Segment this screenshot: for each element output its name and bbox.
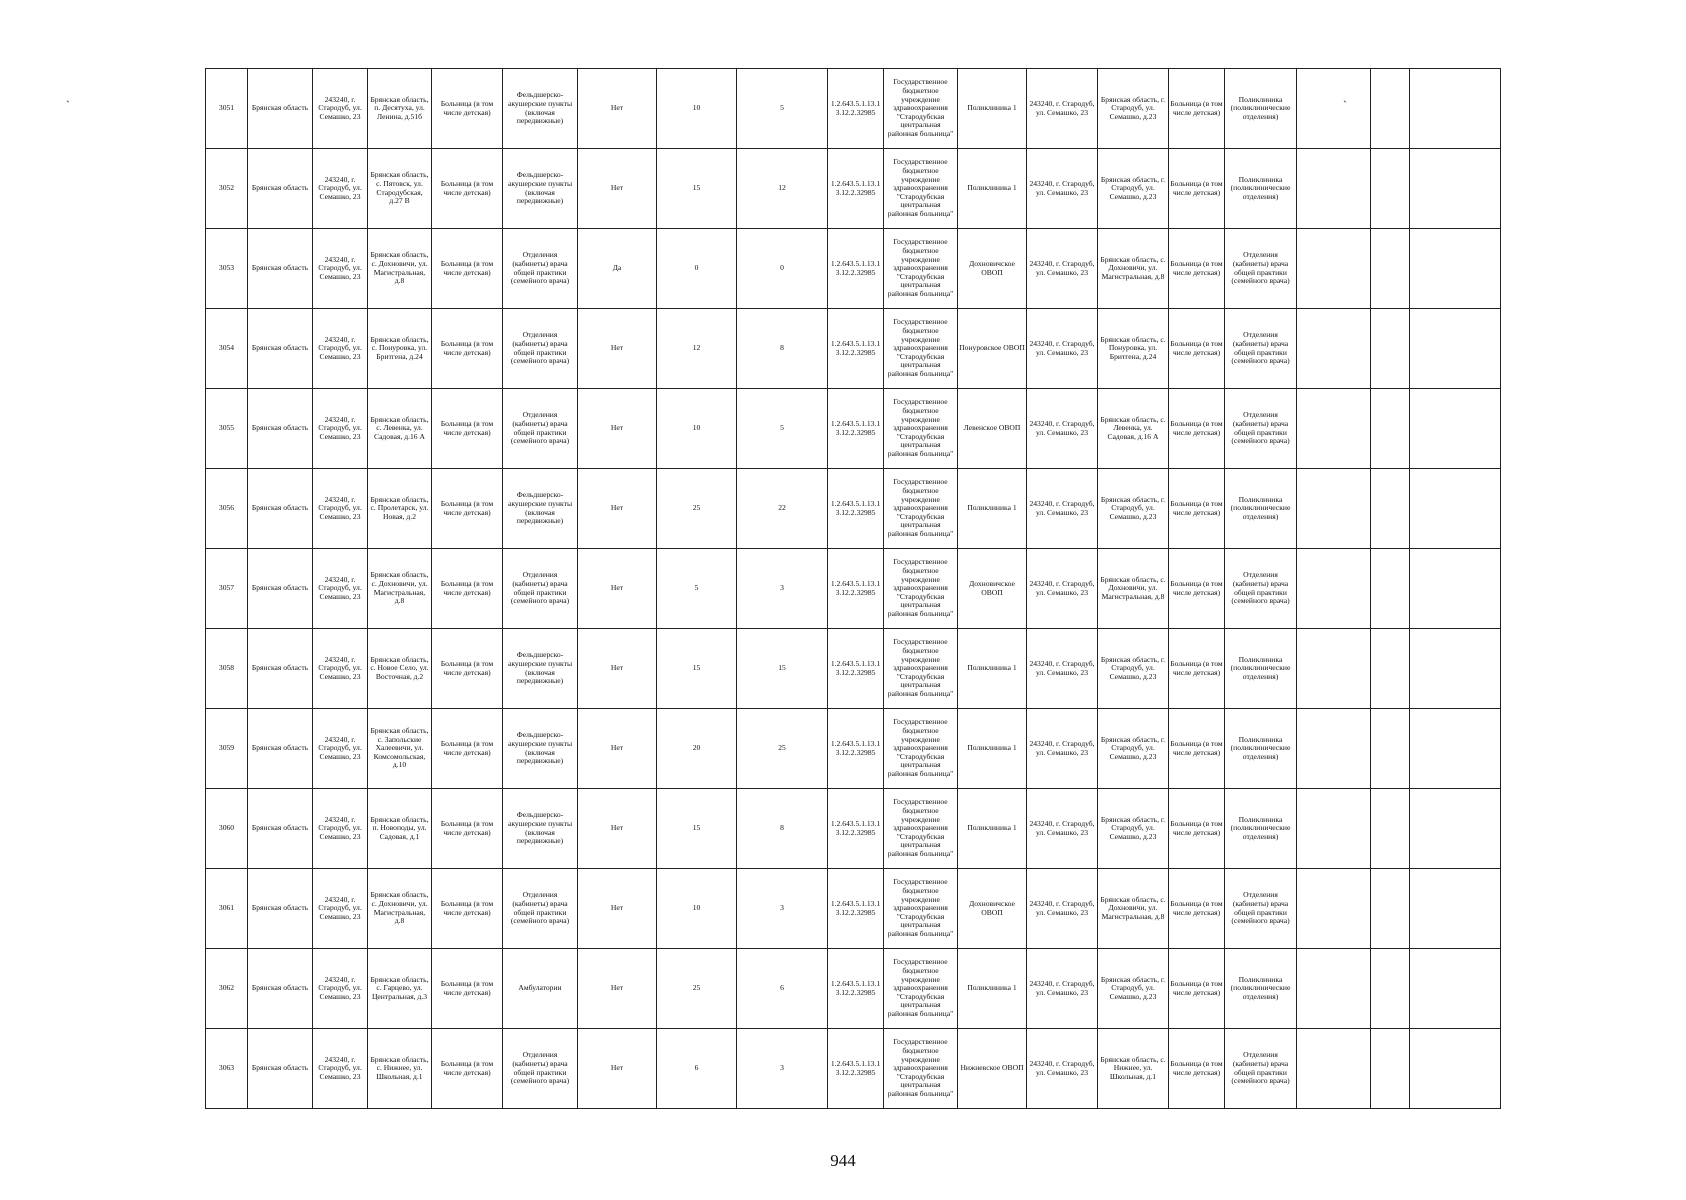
division-cell: Поликлиника 1 xyxy=(958,469,1027,549)
org-address-cell: 243240, г. Стародуб, ул. Семашко, 23 xyxy=(313,389,368,469)
division-cell: Поликлиника 1 xyxy=(958,949,1027,1029)
parent-type-cell: Больница (в том числе детская) xyxy=(1169,469,1225,549)
unit-type-cell: Отделения (кабинеты) врача общей практики (семейного врача) xyxy=(503,549,578,629)
institution-cell: Государственное бюджетное учреждение здравоохранения "Стародубская центральная районная больница" xyxy=(884,469,958,549)
flag-cell: Нет xyxy=(578,1029,657,1109)
value-1-cell: 15 xyxy=(657,149,737,229)
facility-type-cell: Больница (в том числе детская) xyxy=(432,789,503,869)
region-cell: Брянская область xyxy=(248,69,313,149)
parent-unit-cell: Отделения (кабинеты) врача общей практики (семейного врача) xyxy=(1225,549,1297,629)
institution-cell: Государственное бюджетное учреждение здравоохранения "Стародубская центральная районная больница" xyxy=(884,69,958,149)
oid-cell: 1.2.643.5.1.13.13.12.2.32985 xyxy=(828,549,884,629)
org-address-cell: 243240, г. Стародуб, ул. Семашко, 23 xyxy=(313,549,368,629)
institution-cell: Государственное бюджетное учреждение здравоохранения "Стародубская центральная районная больница" xyxy=(884,549,958,629)
region-cell: Брянская область xyxy=(248,309,313,389)
value-1-cell: 20 xyxy=(657,709,737,789)
empty-cell-a xyxy=(1297,69,1371,149)
empty-cell-b xyxy=(1371,549,1410,629)
region-cell: Брянская область xyxy=(248,789,313,869)
parent-type-cell: Больница (в том числе детская) xyxy=(1169,549,1225,629)
flag-cell: Нет xyxy=(578,389,657,469)
facility-type-cell: Больница (в том числе детская) xyxy=(432,709,503,789)
parent-unit-cell: Поликлиника (поликлинические отделения) xyxy=(1225,69,1297,149)
empty-cell-b xyxy=(1371,149,1410,229)
site-address-cell: Брянская область, п. Десятуха, ул. Ленина, д.51б xyxy=(368,69,432,149)
parent-type-cell: Больница (в том числе детская) xyxy=(1169,949,1225,1029)
parent-site-cell: Брянская область, г. Стародуб, ул. Семашко, д.23 xyxy=(1098,949,1169,1029)
flag-cell: Нет xyxy=(578,149,657,229)
parent-type-cell: Больница (в том числе детская) xyxy=(1169,389,1225,469)
org-address-cell: 243240, г. Стародуб, ул. Семашко, 23 xyxy=(313,69,368,149)
parent-type-cell: Больница (в том числе детская) xyxy=(1169,1029,1225,1109)
unit-type-cell: Фельдшерско-акушерские пункты (включая передвижные) xyxy=(503,469,578,549)
table-row xyxy=(206,949,1501,1029)
region-cell: Брянская область xyxy=(248,229,313,309)
row-id-cell: 3054 xyxy=(206,309,248,389)
region-cell: Брянская область xyxy=(248,869,313,949)
flag-cell: Нет xyxy=(578,69,657,149)
value-2-cell: 5 xyxy=(737,69,828,149)
org-address-cell: 243240, г. Стародуб, ул. Семашко, 23 xyxy=(313,229,368,309)
oid-cell: 1.2.643.5.1.13.13.12.2.32985 xyxy=(828,469,884,549)
empty-cell-b xyxy=(1371,869,1410,949)
parent-address-cell: 243240, г. Стародуб, ул. Семашко, 23 xyxy=(1027,869,1098,949)
parent-site-cell: Брянская область, г. Стародуб, ул. Семашко, д.23 xyxy=(1098,789,1169,869)
parent-site-cell: Брянская область, с. Левенка, ул. Садовая, д.16 А xyxy=(1098,389,1169,469)
region-cell: Брянская область xyxy=(248,1029,313,1109)
parent-unit-cell: Поликлиника (поликлинические отделения) xyxy=(1225,149,1297,229)
parent-type-cell: Больница (в том числе детская) xyxy=(1169,229,1225,309)
institution-cell: Государственное бюджетное учреждение здравоохранения "Стародубская центральная районная больница" xyxy=(884,709,958,789)
table-row xyxy=(206,789,1501,869)
value-2-cell: 6 xyxy=(737,949,828,1029)
parent-address-cell: 243240, г. Стародуб, ул. Семашко, 23 xyxy=(1027,629,1098,709)
parent-type-cell: Больница (в том числе детская) xyxy=(1169,309,1225,389)
empty-cell-b xyxy=(1371,709,1410,789)
row-id-cell: 3051 xyxy=(206,69,248,149)
site-address-cell: Брянская область, с. Гарцево, ул. Центральная, д.3 xyxy=(368,949,432,1029)
division-cell: Левенское ОВОП xyxy=(958,389,1027,469)
parent-unit-cell: Отделения (кабинеты) врача общей практики (семейного врача) xyxy=(1225,309,1297,389)
site-address-cell: Брянская область, с. Нижнее, ул. Школьная, д.1 xyxy=(368,1029,432,1109)
institution-cell: Государственное бюджетное учреждение здравоохранения "Стародубская центральная районная больница" xyxy=(884,949,958,1029)
division-cell: Дохновичское ОВОП xyxy=(958,869,1027,949)
unit-type-cell: Фельдшерско-акушерские пункты (включая передвижные) xyxy=(503,789,578,869)
org-address-cell: 243240, г. Стародуб, ул. Семашко, 23 xyxy=(313,469,368,549)
flag-cell: Нет xyxy=(578,469,657,549)
division-cell: Понуровское ОВОП xyxy=(958,309,1027,389)
site-address-cell: Брянская область, с. Дохновичи, ул. Магистральная, д.8 xyxy=(368,549,432,629)
division-cell: Поликлиника 1 xyxy=(958,629,1027,709)
parent-type-cell: Больница (в том числе детская) xyxy=(1169,869,1225,949)
empty-cell-b xyxy=(1371,629,1410,709)
parent-address-cell: 243240, г. Стародуб, ул. Семашко, 23 xyxy=(1027,229,1098,309)
division-cell: Поликлиника 1 xyxy=(958,149,1027,229)
facility-type-cell: Больница (в том числе детская) xyxy=(432,549,503,629)
unit-type-cell: Фельдшерско-акушерские пункты (включая передвижные) xyxy=(503,629,578,709)
value-1-cell: 5 xyxy=(657,549,737,629)
value-2-cell: 25 xyxy=(737,709,828,789)
value-2-cell: 3 xyxy=(737,549,828,629)
parent-unit-cell: Отделения (кабинеты) врача общей практики (семейного врача) xyxy=(1225,229,1297,309)
empty-cell-c xyxy=(1410,469,1501,549)
parent-site-cell: Брянская область, с. Понуровка, ул. Бритгена, д.24 xyxy=(1098,309,1169,389)
table-row xyxy=(206,1029,1501,1109)
empty-cell-a xyxy=(1297,709,1371,789)
org-address-cell: 243240, г. Стародуб, ул. Семашко, 23 xyxy=(313,949,368,1029)
parent-site-cell: Брянская область, с. Дохновичи, ул. Магистральная, д.8 xyxy=(1098,869,1169,949)
parent-type-cell: Больница (в том числе детская) xyxy=(1169,69,1225,149)
table-row xyxy=(206,469,1501,549)
region-cell: Брянская область xyxy=(248,389,313,469)
org-address-cell: 243240, г. Стародуб, ул. Семашко, 23 xyxy=(313,1029,368,1109)
parent-address-cell: 243240, г. Стародуб, ул. Семашко, 23 xyxy=(1027,309,1098,389)
parent-unit-cell: Поликлиника (поликлинические отделения) xyxy=(1225,789,1297,869)
flag-cell: Нет xyxy=(578,629,657,709)
empty-cell-a xyxy=(1297,629,1371,709)
parent-site-cell: Брянская область, г. Стародуб, ул. Семашко, д.23 xyxy=(1098,629,1169,709)
division-cell: Поликлиника 1 xyxy=(958,709,1027,789)
parent-unit-cell: Поликлиника (поликлинические отделения) xyxy=(1225,709,1297,789)
parent-address-cell: 243240, г. Стародуб, ул. Семашко, 23 xyxy=(1027,549,1098,629)
empty-cell-c xyxy=(1410,309,1501,389)
division-cell: Нижневское ОВОП xyxy=(958,1029,1027,1109)
empty-cell-c xyxy=(1410,69,1501,149)
page-number: 944 xyxy=(830,1151,856,1170)
table-row xyxy=(206,629,1501,709)
table-row xyxy=(206,549,1501,629)
oid-cell: 1.2.643.5.1.13.13.12.2.32985 xyxy=(828,949,884,1029)
unit-type-cell: Отделения (кабинеты) врача общей практики (семейного врача) xyxy=(503,389,578,469)
parent-site-cell: Брянская область, г. Стародуб, ул. Семашко, д.23 xyxy=(1098,709,1169,789)
table-row xyxy=(206,69,1501,149)
table-row xyxy=(206,709,1501,789)
site-address-cell: Брянская область, с. Пролетарск, ул. Новая, д.2 xyxy=(368,469,432,549)
row-id-cell: 3059 xyxy=(206,709,248,789)
empty-cell-a xyxy=(1297,149,1371,229)
parent-type-cell: Больница (в том числе детская) xyxy=(1169,709,1225,789)
table-row xyxy=(206,229,1501,309)
facility-type-cell: Больница (в том числе детская) xyxy=(432,69,503,149)
empty-cell-a xyxy=(1297,469,1371,549)
parent-site-cell: Брянская область, с. Дохновичи, ул. Магистральная, д.8 xyxy=(1098,549,1169,629)
parent-address-cell: 243240, г. Стародуб, ул. Семашко, 23 xyxy=(1027,949,1098,1029)
institution-cell: Государственное бюджетное учреждение здравоохранения "Стародубская центральная районная больница" xyxy=(884,869,958,949)
empty-cell-a xyxy=(1297,549,1371,629)
org-address-cell: 243240, г. Стародуб, ул. Семашко, 23 xyxy=(313,789,368,869)
unit-type-cell: Амбулатории xyxy=(503,949,578,1029)
flag-cell: Нет xyxy=(578,949,657,1029)
unit-type-cell: Отделения (кабинеты) врача общей практики (семейного врача) xyxy=(503,229,578,309)
value-1-cell: 6 xyxy=(657,1029,737,1109)
value-1-cell: 0 xyxy=(657,229,737,309)
empty-cell-c xyxy=(1410,949,1501,1029)
parent-unit-cell: Поликлиника (поликлинические отделения) xyxy=(1225,629,1297,709)
table-row xyxy=(206,309,1501,389)
empty-cell-a xyxy=(1297,389,1371,469)
empty-cell-b xyxy=(1371,309,1410,389)
flag-cell: Нет xyxy=(578,549,657,629)
site-address-cell: Брянская область, с. Пятовск, ул. Стародубская, д.27 В xyxy=(368,149,432,229)
flag-cell: Нет xyxy=(578,789,657,869)
parent-unit-cell: Отделения (кабинеты) врача общей практики (семейного врача) xyxy=(1225,1029,1297,1109)
site-address-cell: Брянская область, с. Левенка, ул. Садовая, д.16 А xyxy=(368,389,432,469)
institution-cell: Государственное бюджетное учреждение здравоохранения "Стародубская центральная районная больница" xyxy=(884,229,958,309)
region-cell: Брянская область xyxy=(248,949,313,1029)
value-2-cell: 3 xyxy=(737,1029,828,1109)
region-cell: Брянская область xyxy=(248,629,313,709)
table-row xyxy=(206,869,1501,949)
scan-speck: ` xyxy=(1343,98,1347,112)
flag-cell: Нет xyxy=(578,869,657,949)
parent-address-cell: 243240, г. Стародуб, ул. Семашко, 23 xyxy=(1027,1029,1098,1109)
empty-cell-c xyxy=(1410,229,1501,309)
org-address-cell: 243240, г. Стародуб, ул. Семашко, 23 xyxy=(313,709,368,789)
row-id-cell: 3055 xyxy=(206,389,248,469)
oid-cell: 1.2.643.5.1.13.13.12.2.32985 xyxy=(828,309,884,389)
row-id-cell: 3061 xyxy=(206,869,248,949)
oid-cell: 1.2.643.5.1.13.13.12.2.32985 xyxy=(828,869,884,949)
facility-type-cell: Больница (в том числе детская) xyxy=(432,1029,503,1109)
empty-cell-a xyxy=(1297,789,1371,869)
org-address-cell: 243240, г. Стародуб, ул. Семашко, 23 xyxy=(313,149,368,229)
empty-cell-c xyxy=(1410,149,1501,229)
org-address-cell: 243240, г. Стародуб, ул. Семашко, 23 xyxy=(313,869,368,949)
facility-type-cell: Больница (в том числе детская) xyxy=(432,229,503,309)
value-1-cell: 15 xyxy=(657,789,737,869)
oid-cell: 1.2.643.5.1.13.13.12.2.32985 xyxy=(828,709,884,789)
row-id-cell: 3060 xyxy=(206,789,248,869)
value-1-cell: 10 xyxy=(657,869,737,949)
value-1-cell: 12 xyxy=(657,309,737,389)
region-cell: Брянская область xyxy=(248,469,313,549)
row-id-cell: 3058 xyxy=(206,629,248,709)
parent-type-cell: Больница (в том числе детская) xyxy=(1169,789,1225,869)
value-2-cell: 3 xyxy=(737,869,828,949)
empty-cell-b xyxy=(1371,389,1410,469)
empty-cell-b xyxy=(1371,469,1410,549)
org-address-cell: 243240, г. Стародуб, ул. Семашко, 23 xyxy=(313,629,368,709)
parent-address-cell: 243240, г. Стародуб, ул. Семашко, 23 xyxy=(1027,69,1098,149)
oid-cell: 1.2.643.5.1.13.13.12.2.32985 xyxy=(828,149,884,229)
institution-cell: Государственное бюджетное учреждение здравоохранения "Стародубская центральная районная больница" xyxy=(884,149,958,229)
institution-cell: Государственное бюджетное учреждение здравоохранения "Стародубская центральная районная больница" xyxy=(884,309,958,389)
facility-type-cell: Больница (в том числе детская) xyxy=(432,949,503,1029)
facility-type-cell: Больница (в том числе детская) xyxy=(432,469,503,549)
empty-cell-b xyxy=(1371,229,1410,309)
row-id-cell: 3053 xyxy=(206,229,248,309)
unit-type-cell: Отделения (кабинеты) врача общей практики (семейного врача) xyxy=(503,869,578,949)
value-2-cell: 22 xyxy=(737,469,828,549)
flag-cell: Да xyxy=(578,229,657,309)
site-address-cell: Брянская область, с. Понуровка, ул. Бритгена, д.24 xyxy=(368,309,432,389)
unit-type-cell: Фельдшерско-акушерские пункты (включая передвижные) xyxy=(503,709,578,789)
site-address-cell: Брянская область, с. Новое Село, ул. Восточная, д.2 xyxy=(368,629,432,709)
row-id-cell: 3057 xyxy=(206,549,248,629)
facility-type-cell: Больница (в том числе детская) xyxy=(432,389,503,469)
value-2-cell: 0 xyxy=(737,229,828,309)
table-row xyxy=(206,149,1501,229)
unit-type-cell: Фельдшерско-акушерские пункты (включая передвижные) xyxy=(503,69,578,149)
oid-cell: 1.2.643.5.1.13.13.12.2.32985 xyxy=(828,229,884,309)
value-2-cell: 15 xyxy=(737,629,828,709)
value-2-cell: 12 xyxy=(737,149,828,229)
empty-cell-a xyxy=(1297,1029,1371,1109)
institution-cell: Государственное бюджетное учреждение здравоохранения "Стародубская центральная районная больница" xyxy=(884,789,958,869)
site-address-cell: Брянская область, с. Запольские Халеевичи, ул. Комсомольская, д.10 xyxy=(368,709,432,789)
register-sheet xyxy=(205,68,1501,1109)
division-cell: Дохновичское ОВОП xyxy=(958,229,1027,309)
site-address-cell: Брянская область, п. Новоподы, ул. Садовая, д.1 xyxy=(368,789,432,869)
value-1-cell: 10 xyxy=(657,389,737,469)
table-body xyxy=(206,69,1501,1109)
parent-unit-cell: Отделения (кабинеты) врача общей практики (семейного врача) xyxy=(1225,869,1297,949)
parent-site-cell: Брянская область, г. Стародуб, ул. Семашко, д.23 xyxy=(1098,149,1169,229)
org-address-cell: 243240, г. Стародуб, ул. Семашко, 23 xyxy=(313,309,368,389)
facility-type-cell: Больница (в том числе детская) xyxy=(432,869,503,949)
division-cell: Поликлиника 1 xyxy=(958,789,1027,869)
region-cell: Брянская область xyxy=(248,709,313,789)
parent-address-cell: 243240, г. Стародуб, ул. Семашко, 23 xyxy=(1027,709,1098,789)
parent-type-cell: Больница (в том числе детская) xyxy=(1169,629,1225,709)
empty-cell-b xyxy=(1371,789,1410,869)
parent-address-cell: 243240, г. Стародуб, ул. Семашко, 23 xyxy=(1027,789,1098,869)
division-cell: Дохновичское ОВОП xyxy=(958,549,1027,629)
table-row xyxy=(206,389,1501,469)
site-address-cell: Брянская область, с. Дохновичи, ул. Магистральная, д.8 xyxy=(368,869,432,949)
value-2-cell: 5 xyxy=(737,389,828,469)
parent-site-cell: Брянская область, г. Стародуб, ул. Семашко, д.23 xyxy=(1098,469,1169,549)
parent-address-cell: 243240, г. Стародуб, ул. Семашко, 23 xyxy=(1027,469,1098,549)
empty-cell-c xyxy=(1410,389,1501,469)
parent-type-cell: Больница (в том числе детская) xyxy=(1169,149,1225,229)
value-1-cell: 25 xyxy=(657,949,737,1029)
value-2-cell: 8 xyxy=(737,309,828,389)
facility-type-cell: Больница (в том числе детская) xyxy=(432,149,503,229)
region-cell: Брянская область xyxy=(248,149,313,229)
oid-cell: 1.2.643.5.1.13.13.12.2.32985 xyxy=(828,629,884,709)
empty-cell-a xyxy=(1297,949,1371,1029)
value-1-cell: 25 xyxy=(657,469,737,549)
flag-cell: Нет xyxy=(578,309,657,389)
division-cell: Поликлиника 1 xyxy=(958,69,1027,149)
row-id-cell: 3056 xyxy=(206,469,248,549)
facility-type-cell: Больница (в том числе детская) xyxy=(432,629,503,709)
value-1-cell: 15 xyxy=(657,629,737,709)
region-cell: Брянская область xyxy=(248,549,313,629)
oid-cell: 1.2.643.5.1.13.13.12.2.32985 xyxy=(828,789,884,869)
institution-cell: Государственное бюджетное учреждение здравоохранения "Стародубская центральная районная больница" xyxy=(884,629,958,709)
empty-cell-a xyxy=(1297,229,1371,309)
empty-cell-c xyxy=(1410,549,1501,629)
parent-unit-cell: Отделения (кабинеты) врача общей практики (семейного врача) xyxy=(1225,389,1297,469)
scan-speck: ` xyxy=(66,98,70,112)
value-2-cell: 8 xyxy=(737,789,828,869)
institution-cell: Государственное бюджетное учреждение здравоохранения "Стародубская центральная районная больница" xyxy=(884,1029,958,1109)
parent-unit-cell: Поликлиника (поликлинические отделения) xyxy=(1225,469,1297,549)
parent-site-cell: Брянская область, с. Нижнее, ул. Школьная, д.1 xyxy=(1098,1029,1169,1109)
flag-cell: Нет xyxy=(578,709,657,789)
row-id-cell: 3062 xyxy=(206,949,248,1029)
empty-cell-b xyxy=(1371,69,1410,149)
parent-site-cell: Брянская область, г. Стародуб, ул. Семашко, д.23 xyxy=(1098,69,1169,149)
parent-address-cell: 243240, г. Стародуб, ул. Семашко, 23 xyxy=(1027,149,1098,229)
unit-type-cell: Фельдшерско-акушерские пункты (включая передвижные) xyxy=(503,149,578,229)
empty-cell-b xyxy=(1371,949,1410,1029)
empty-cell-c xyxy=(1410,1029,1501,1109)
parent-unit-cell: Поликлиника (поликлинические отделения) xyxy=(1225,949,1297,1029)
empty-cell-c xyxy=(1410,869,1501,949)
oid-cell: 1.2.643.5.1.13.13.12.2.32985 xyxy=(828,1029,884,1109)
parent-address-cell: 243240, г. Стародуб, ул. Семашко, 23 xyxy=(1027,389,1098,469)
unit-type-cell: Отделения (кабинеты) врача общей практики (семейного врача) xyxy=(503,1029,578,1109)
oid-cell: 1.2.643.5.1.13.13.12.2.32985 xyxy=(828,69,884,149)
row-id-cell: 3052 xyxy=(206,149,248,229)
parent-site-cell: Брянская область, с. Дохновичи, ул. Магистральная, д.8 xyxy=(1098,229,1169,309)
empty-cell-b xyxy=(1371,1029,1410,1109)
site-address-cell: Брянская область, с. Дохновичи, ул. Магистральная, д.8 xyxy=(368,229,432,309)
row-id-cell: 3063 xyxy=(206,1029,248,1109)
institution-cell: Государственное бюджетное учреждение здравоохранения "Стародубская центральная районная больница" xyxy=(884,389,958,469)
value-1-cell: 10 xyxy=(657,69,737,149)
empty-cell-c xyxy=(1410,629,1501,709)
facility-type-cell: Больница (в том числе детская) xyxy=(432,309,503,389)
empty-cell-a xyxy=(1297,309,1371,389)
empty-cell-c xyxy=(1410,709,1501,789)
oid-cell: 1.2.643.5.1.13.13.12.2.32985 xyxy=(828,389,884,469)
unit-type-cell: Отделения (кабинеты) врача общей практики (семейного врача) xyxy=(503,309,578,389)
empty-cell-a xyxy=(1297,869,1371,949)
medical-facility-table xyxy=(205,68,1501,1109)
empty-cell-c xyxy=(1410,789,1501,869)
